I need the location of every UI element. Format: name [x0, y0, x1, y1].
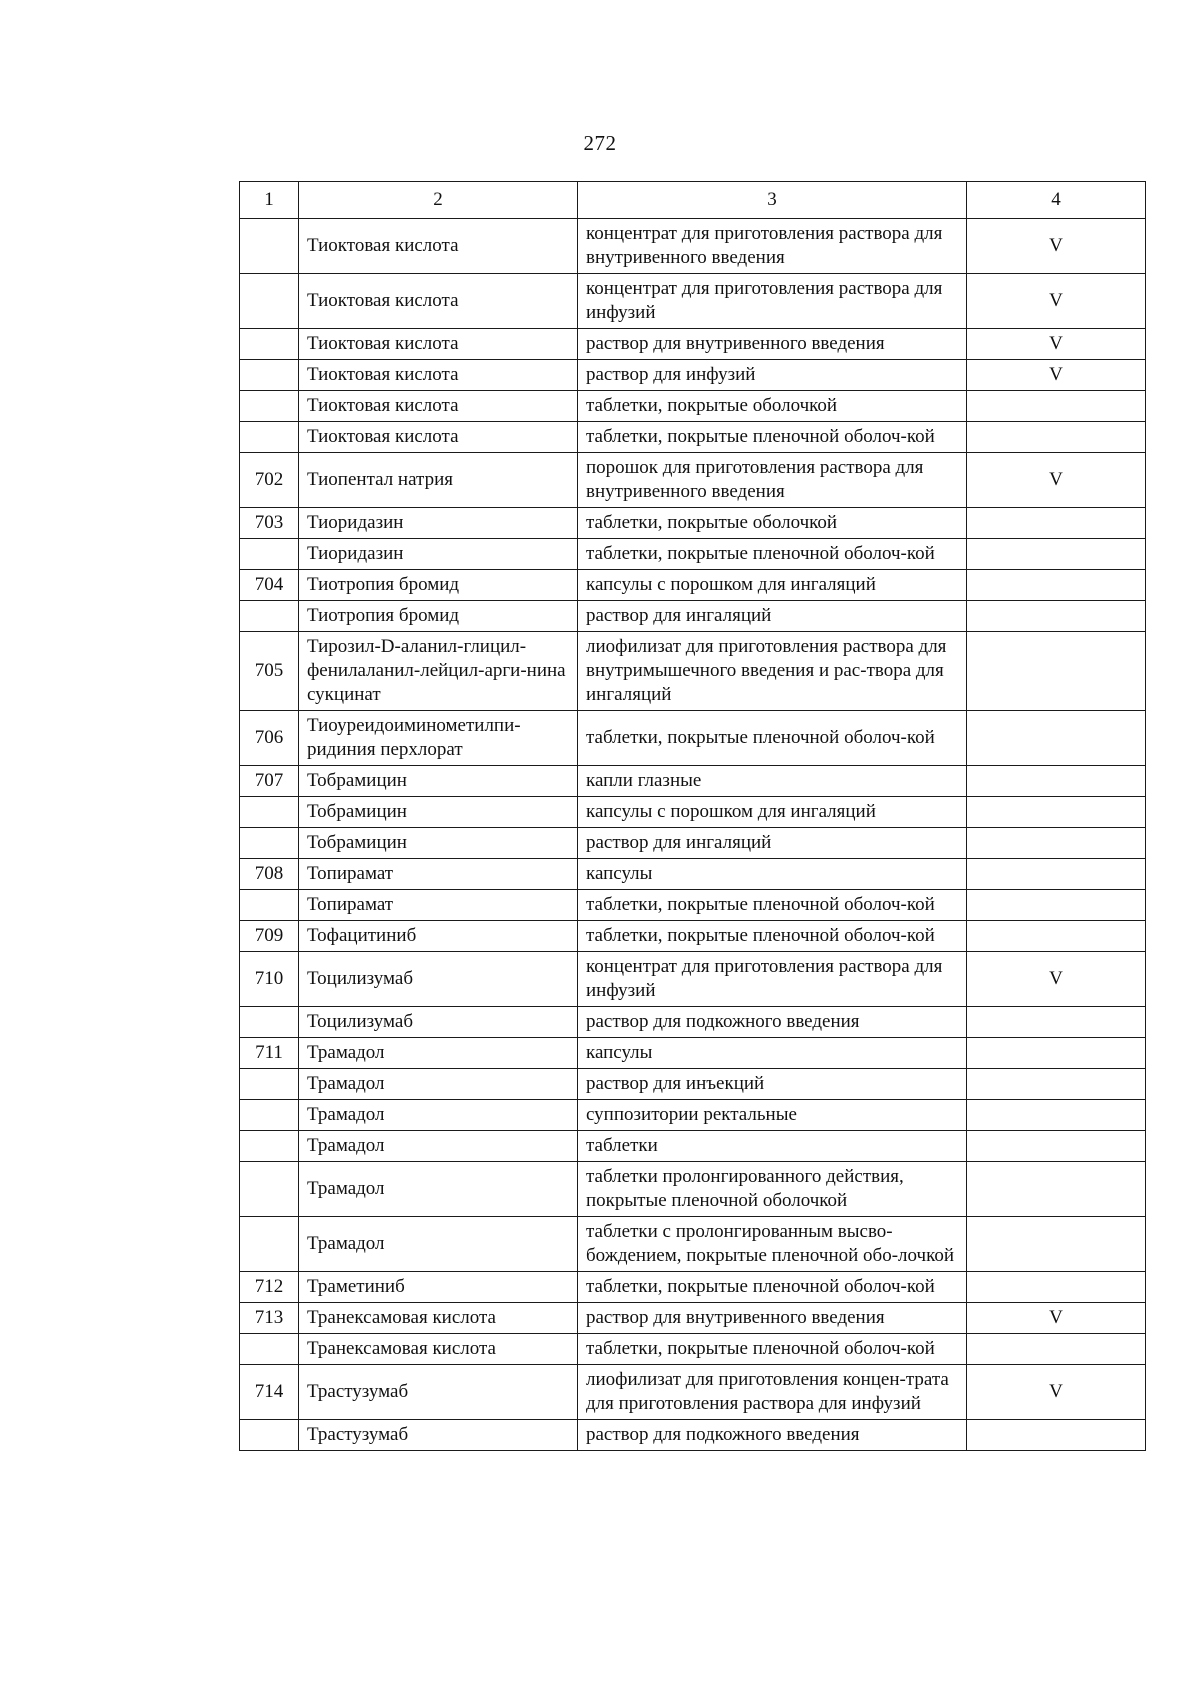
dosage-form: таблетки, покрытые пленочной оболоч-кой [578, 422, 967, 453]
mark-cell [967, 766, 1146, 797]
mark-cell: V [967, 274, 1146, 329]
drug-name: Трамадол [299, 1217, 578, 1272]
row-number: 711 [240, 1038, 299, 1069]
table-row [240, 1334, 1146, 1365]
mark-cell [967, 422, 1146, 453]
dosage-form: концентрат для приготовления раствора для внутривенного введения [578, 219, 967, 274]
row-number: 710 [240, 952, 299, 1007]
header-col-1: 1 [240, 182, 299, 219]
row-number [240, 422, 299, 453]
page-number: 272 [583, 131, 617, 155]
mark-cell [967, 391, 1146, 422]
mark-cell [967, 1420, 1146, 1451]
row-number [240, 219, 299, 274]
mark-cell [967, 1334, 1146, 1365]
mark-cell [967, 1007, 1146, 1038]
table-row [240, 890, 1146, 921]
mark-cell [967, 1131, 1146, 1162]
header-col-2: 2 [299, 182, 578, 219]
row-number: 705 [240, 632, 299, 711]
row-number [240, 1334, 299, 1365]
drug-name: Трастузумаб [299, 1420, 578, 1451]
row-number [240, 1007, 299, 1038]
dosage-form: концентрат для приготовления раствора для инфузий [578, 952, 967, 1007]
dosage-form: раствор для инфузий [578, 360, 967, 391]
row-number [240, 1100, 299, 1131]
dosage-form: таблетки, покрытые пленочной оболоч-кой [578, 1272, 967, 1303]
row-number: 706 [240, 711, 299, 766]
header-row [240, 182, 1146, 219]
mark-cell: V [967, 453, 1146, 508]
table-row [240, 1162, 1146, 1217]
dosage-form: раствор для подкожного введения [578, 1007, 967, 1038]
table-row [240, 219, 1146, 274]
table-row [240, 360, 1146, 391]
row-number [240, 274, 299, 329]
table-row [240, 539, 1146, 570]
drug-name: Транексамовая кислота [299, 1334, 578, 1365]
table-row [240, 329, 1146, 360]
row-number: 712 [240, 1272, 299, 1303]
table-row [240, 797, 1146, 828]
row-number: 713 [240, 1303, 299, 1334]
drug-name: Транексамовая кислота [299, 1303, 578, 1334]
drug-name: Тиоктовая кислота [299, 329, 578, 360]
table-row [240, 952, 1146, 1007]
row-number: 708 [240, 859, 299, 890]
row-number: 707 [240, 766, 299, 797]
table-row [240, 391, 1146, 422]
row-number: 704 [240, 570, 299, 601]
mark-cell [967, 797, 1146, 828]
drug-name: Тобрамицин [299, 797, 578, 828]
drug-name: Топирамат [299, 890, 578, 921]
table-row [240, 1217, 1146, 1272]
mark-cell [967, 1217, 1146, 1272]
mark-cell [967, 890, 1146, 921]
row-number [240, 1420, 299, 1451]
mark-cell [967, 539, 1146, 570]
dosage-form: таблетки, покрытые оболочкой [578, 391, 967, 422]
table-row [240, 766, 1146, 797]
row-number [240, 890, 299, 921]
dosage-form: капли глазные [578, 766, 967, 797]
row-number [240, 1162, 299, 1217]
drug-name: Трамадол [299, 1162, 578, 1217]
mark-cell [967, 1069, 1146, 1100]
dosage-form: раствор для инъекций [578, 1069, 967, 1100]
drug-name: Траметиниб [299, 1272, 578, 1303]
dosage-form: раствор для ингаляций [578, 601, 967, 632]
row-number [240, 1069, 299, 1100]
row-number: 714 [240, 1365, 299, 1420]
dosage-form: суппозитории ректальные [578, 1100, 967, 1131]
mark-cell [967, 711, 1146, 766]
drug-name: Тиотропия бромид [299, 601, 578, 632]
mark-cell [967, 601, 1146, 632]
mark-cell [967, 828, 1146, 859]
table-row [240, 859, 1146, 890]
drug-table [239, 181, 1146, 1451]
drug-name: Трастузумаб [299, 1365, 578, 1420]
mark-cell: V [967, 952, 1146, 1007]
drug-name: Тиоридазин [299, 539, 578, 570]
dosage-form: лиофилизат для приготовления раствора для внутримышечного введения и рас-твора для ингаляций [578, 632, 967, 711]
mark-cell [967, 1100, 1146, 1131]
mark-cell: V [967, 219, 1146, 274]
dosage-form: капсулы [578, 859, 967, 890]
table-row [240, 1365, 1146, 1420]
drug-name: Тиоктовая кислота [299, 360, 578, 391]
drug-name: Тиоктовая кислота [299, 422, 578, 453]
table-row [240, 601, 1146, 632]
mark-cell [967, 570, 1146, 601]
drug-name: Тиопентал натрия [299, 453, 578, 508]
table-row [240, 422, 1146, 453]
header-col-4: 4 [967, 182, 1146, 219]
drug-name: Тиоуреидоиминометилпи-ридиния перхлорат [299, 711, 578, 766]
mark-cell [967, 1272, 1146, 1303]
table-header [240, 182, 1146, 219]
drug-name: Тиоктовая кислота [299, 274, 578, 329]
dosage-form: таблетки, покрытые пленочной оболоч-кой [578, 890, 967, 921]
dosage-form: таблетки, покрытые пленочной оболоч-кой [578, 711, 967, 766]
dosage-form: таблетки пролонгированного действия, покрытые пленочной оболочкой [578, 1162, 967, 1217]
dosage-form: концентрат для приготовления раствора для инфузий [578, 274, 967, 329]
table-row [240, 1303, 1146, 1334]
table-row [240, 1420, 1146, 1451]
row-number [240, 797, 299, 828]
drug-name: Тиотропия бромид [299, 570, 578, 601]
row-number [240, 601, 299, 632]
row-number: 703 [240, 508, 299, 539]
drug-name: Тиоктовая кислота [299, 391, 578, 422]
mark-cell: V [967, 329, 1146, 360]
drug-name: Трамадол [299, 1100, 578, 1131]
table-row [240, 570, 1146, 601]
table-row [240, 828, 1146, 859]
table-row [240, 1100, 1146, 1131]
drug-name: Тофацитиниб [299, 921, 578, 952]
dosage-form: капсулы с порошком для ингаляций [578, 570, 967, 601]
table-row [240, 711, 1146, 766]
row-number [240, 1217, 299, 1272]
drug-name: Топирамат [299, 859, 578, 890]
row-number [240, 329, 299, 360]
dosage-form: раствор для внутривенного введения [578, 1303, 967, 1334]
mark-cell [967, 921, 1146, 952]
dosage-form: раствор для ингаляций [578, 828, 967, 859]
drug-name: Тиоридазин [299, 508, 578, 539]
drug-name: Трамадол [299, 1131, 578, 1162]
dosage-form: капсулы с порошком для ингаляций [578, 797, 967, 828]
dosage-form: таблетки, покрытые оболочкой [578, 508, 967, 539]
table-row [240, 1272, 1146, 1303]
table-row [240, 1069, 1146, 1100]
row-number [240, 539, 299, 570]
mark-cell: V [967, 1303, 1146, 1334]
mark-cell [967, 1162, 1146, 1217]
table-row [240, 632, 1146, 711]
row-number: 709 [240, 921, 299, 952]
table-row [240, 274, 1146, 329]
row-number [240, 1131, 299, 1162]
mark-cell [967, 859, 1146, 890]
drug-name: Трамадол [299, 1069, 578, 1100]
header-col-3: 3 [578, 182, 967, 219]
dosage-form: порошок для приготовления раствора для внутривенного введения [578, 453, 967, 508]
dosage-form: таблетки, покрытые пленочной оболоч-кой [578, 921, 967, 952]
drug-name: Тоцилизумаб [299, 1007, 578, 1038]
drug-name: Тобрамицин [299, 766, 578, 797]
table-row [240, 508, 1146, 539]
table-body [240, 219, 1146, 1451]
dosage-form: таблетки [578, 1131, 967, 1162]
mark-cell [967, 632, 1146, 711]
dosage-form: лиофилизат для приготовления концен-трата для приготовления раствора для инфузий [578, 1365, 967, 1420]
drug-name: Тиоктовая кислота [299, 219, 578, 274]
drug-name: Трамадол [299, 1038, 578, 1069]
dosage-form: таблетки с пролонгированным высво-бождением, покрытые пленочной обо-лочкой [578, 1217, 967, 1272]
dosage-form: раствор для внутривенного введения [578, 329, 967, 360]
row-number [240, 828, 299, 859]
table-row [240, 1007, 1146, 1038]
mark-cell [967, 508, 1146, 539]
dosage-form: капсулы [578, 1038, 967, 1069]
dosage-form: таблетки, покрытые пленочной оболоч-кой [578, 539, 967, 570]
drug-name: Тоцилизумаб [299, 952, 578, 1007]
mark-cell: V [967, 1365, 1146, 1420]
table-row [240, 921, 1146, 952]
dosage-form: таблетки, покрытые пленочной оболоч-кой [578, 1334, 967, 1365]
mark-cell [967, 1038, 1146, 1069]
table-row [240, 1131, 1146, 1162]
drug-name: Тирозил-D-аланил-глицил-фенилаланил-лейцил-арги-нина сукцинат [299, 632, 578, 711]
row-number [240, 360, 299, 391]
row-number [240, 391, 299, 422]
drug-name: Тобрамицин [299, 828, 578, 859]
table-row [240, 453, 1146, 508]
mark-cell: V [967, 360, 1146, 391]
table-row [240, 1038, 1146, 1069]
row-number: 702 [240, 453, 299, 508]
dosage-form: раствор для подкожного введения [578, 1420, 967, 1451]
